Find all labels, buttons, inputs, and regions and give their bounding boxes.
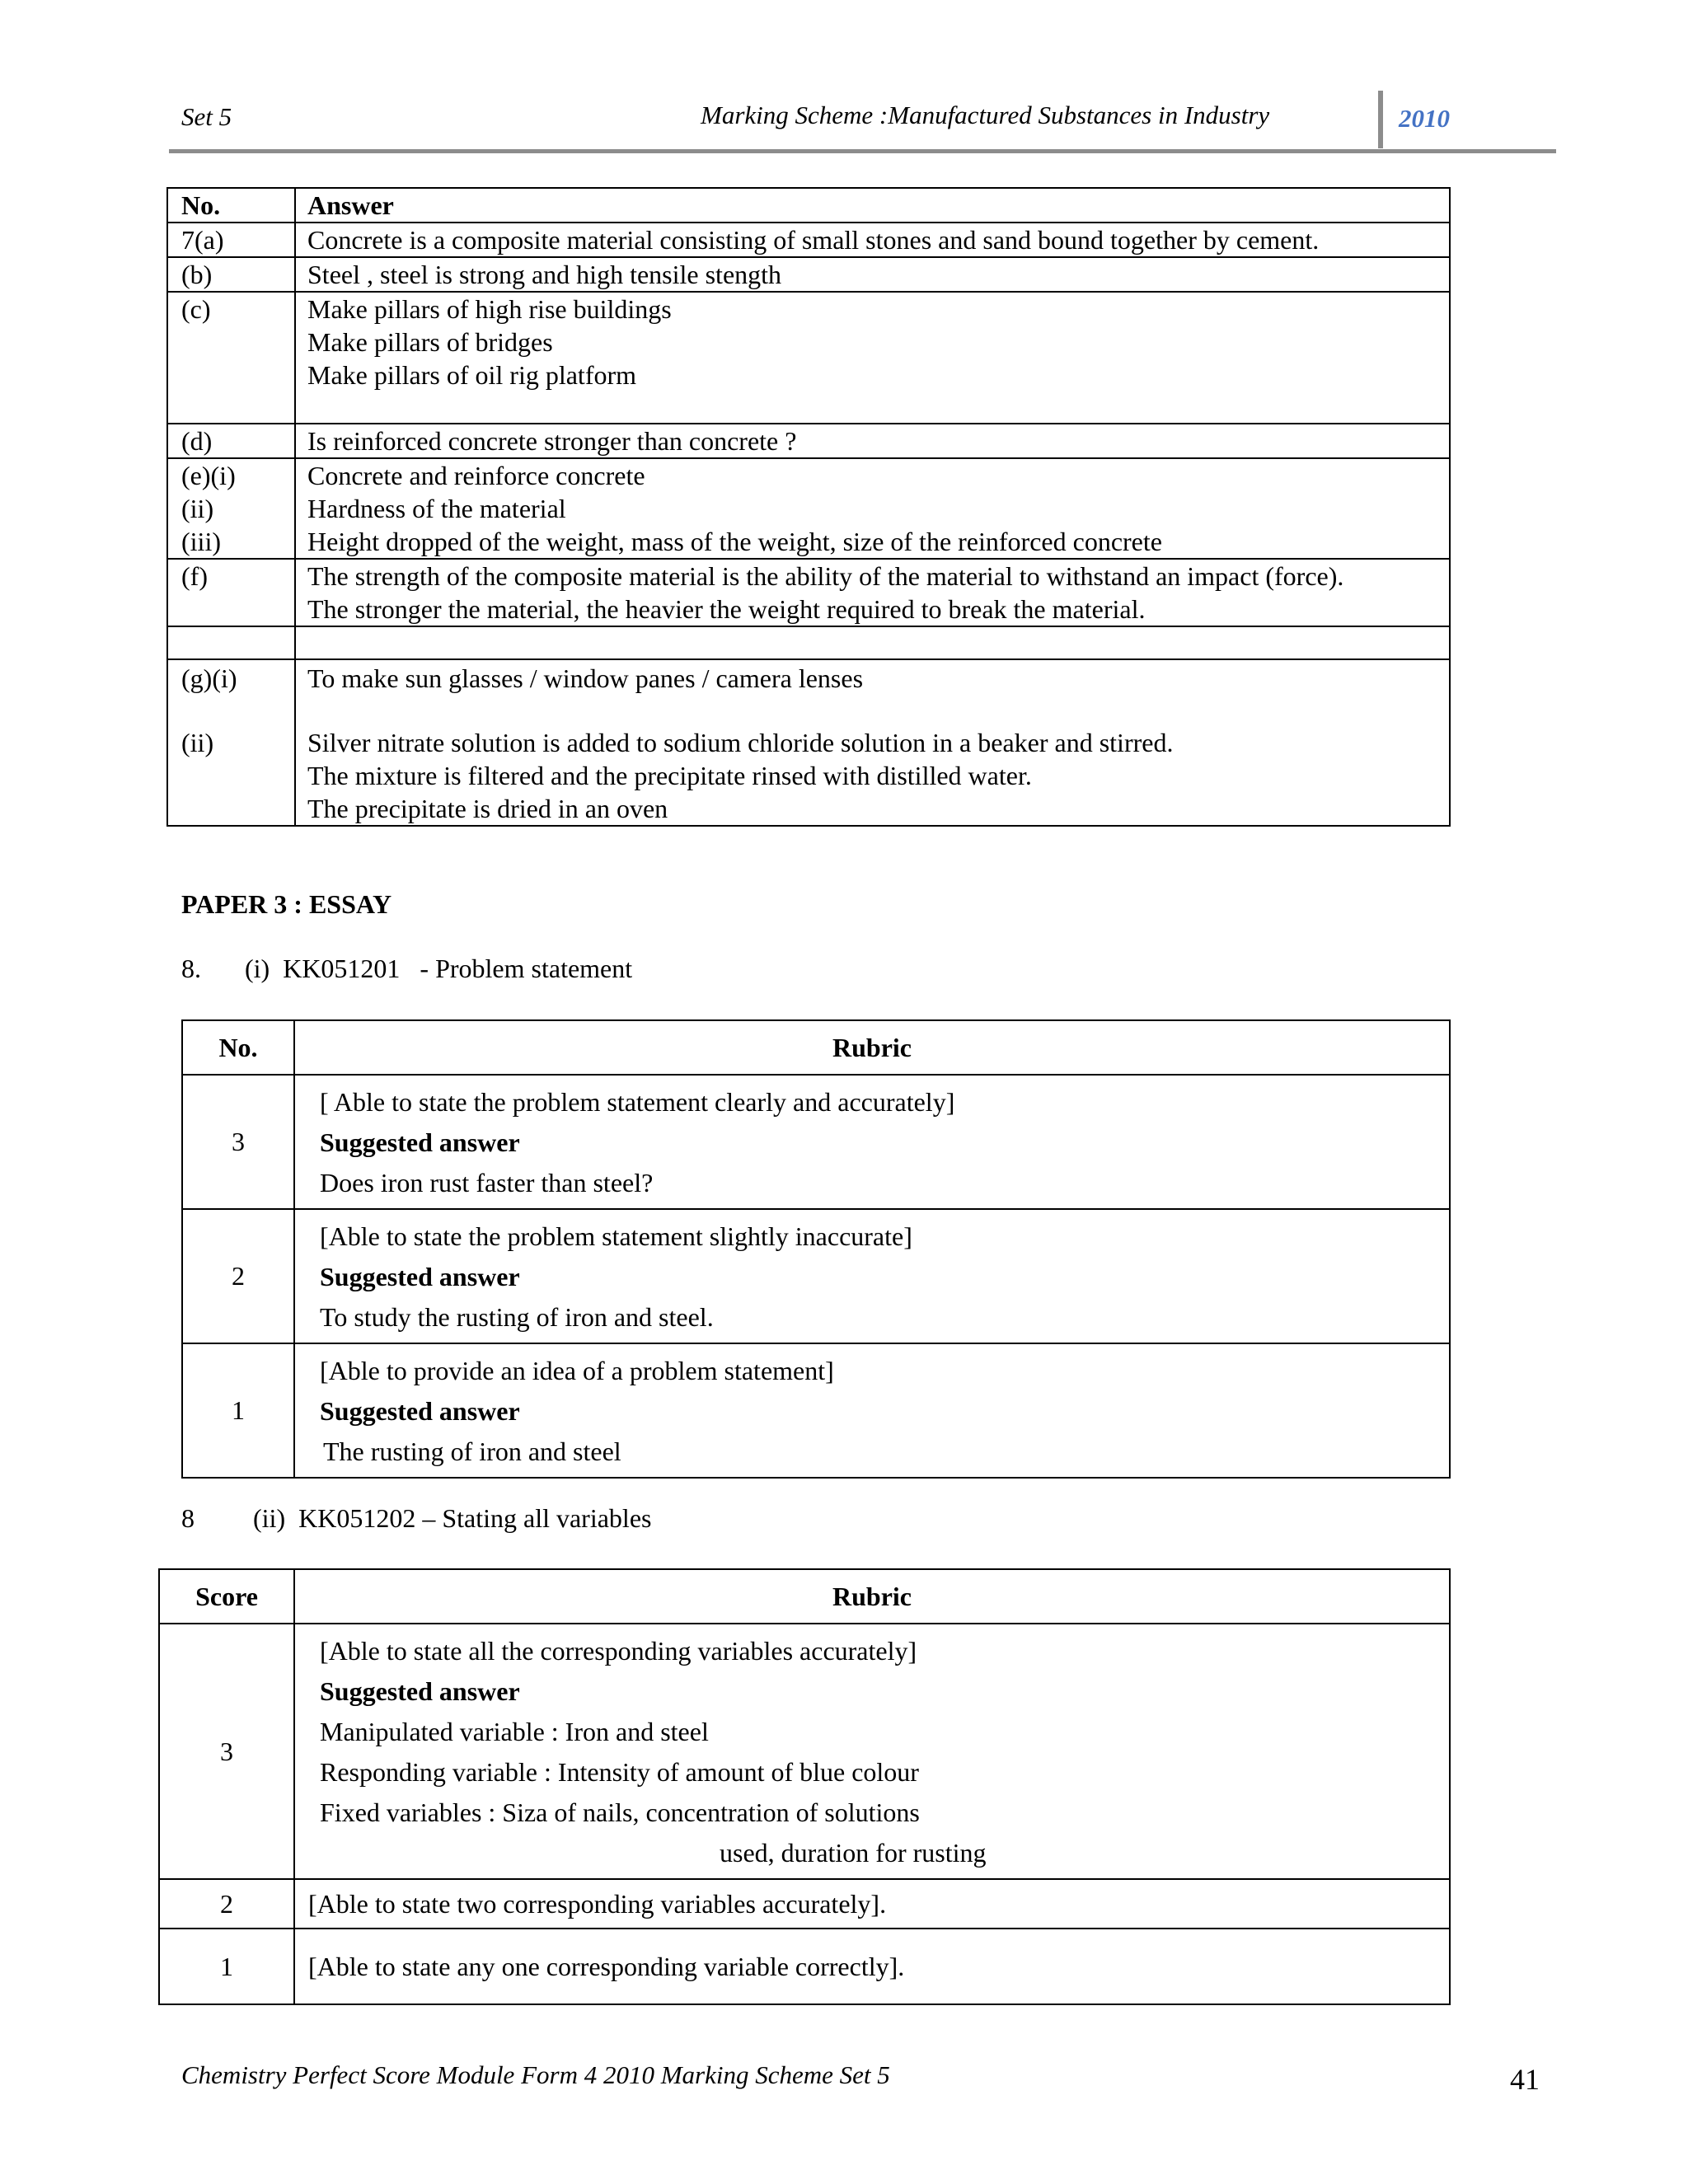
row-no [167, 458, 295, 559]
row-no-line: (ii) [181, 728, 214, 757]
score-cell: 3 [159, 1624, 294, 1879]
table-row [159, 1879, 1450, 1929]
row-answer: Steel , steel is strong and high tensile stength [295, 257, 1450, 292]
answer-line: Make pillars of oil rig platform [307, 360, 637, 390]
variable-continuation: used, duration for rusting [720, 1838, 987, 1868]
table-row [167, 659, 1450, 826]
question-number: 8. [181, 954, 201, 983]
row-answer [295, 659, 1450, 826]
row-no-line: (e)(i) [181, 461, 236, 490]
table-header-rubric: Rubric [294, 1569, 1450, 1624]
score-cell: 3 [182, 1075, 294, 1209]
table-row [167, 559, 1450, 626]
variable-responding [320, 1752, 1449, 1793]
table-row [167, 257, 1450, 292]
criterion: [Able to provide an idea of a problem statement] [320, 1356, 834, 1385]
question-label: (ii) KK051202 – Stating all variables [253, 1503, 652, 1533]
row-no: (b) [167, 257, 295, 292]
page-number: 41 [1510, 2063, 1540, 2096]
table-header-score: Score [159, 1569, 294, 1624]
footer-text: Chemistry Perfect Score Module Form 4 2010 Marking Scheme Set 5 [181, 2060, 890, 2089]
empty-cell [295, 626, 1450, 659]
question-number: 8 [181, 1503, 195, 1533]
suggested-label: Suggested answer [320, 1676, 520, 1706]
criterion: [Able to state the problem statement slightly inaccurate] [320, 1221, 912, 1251]
row-answer: Is reinforced concrete stronger than concrete ? [295, 424, 1450, 458]
rubric-cell [294, 1209, 1450, 1343]
answer-line: Height dropped of the weight, mass of the weight, size of the reinforced concrete [307, 527, 1162, 556]
row-no [167, 659, 295, 826]
row-answer [295, 458, 1450, 559]
suggested-label: Suggested answer [320, 1262, 520, 1291]
rubric-table-variables [158, 1568, 1451, 2005]
table-row [182, 1209, 1450, 1343]
variable-fixed [320, 1793, 1449, 1833]
variable-value: : Intensity of amount of blue colour [543, 1757, 919, 1787]
row-no: (d) [167, 424, 295, 458]
suggested-answer: To study the rusting of iron and steel. [320, 1302, 714, 1332]
answer-line: Silver nitrate solution is added to sodium chloride solution in a beaker and stirred. [307, 728, 1174, 757]
answer-line: The precipitate is dried in an oven [307, 794, 668, 823]
table-header-no: No. [182, 1020, 294, 1075]
table-row [159, 1929, 1450, 2004]
rubric-cell [294, 1624, 1450, 1879]
answer-line: The stronger the material, the heavier the weight required to break the material. [307, 594, 1146, 624]
score-cell: 1 [159, 1929, 294, 2004]
score-cell: 2 [159, 1879, 294, 1929]
answer-line: To make sun glasses / window panes / camera lenses [307, 663, 864, 693]
row-no-line: (iii) [181, 527, 221, 556]
answer-line: The strength of the composite material is the ability of the material to withstand an impact (force). [307, 561, 1344, 591]
rubric-table-problem [181, 1019, 1451, 1479]
rubric-cell [294, 1075, 1450, 1209]
table-header-rubric: Rubric [294, 1020, 1450, 1075]
row-no: (c) [167, 292, 295, 424]
score-cell: 2 [182, 1209, 294, 1343]
table-row [167, 292, 1450, 424]
table-row-empty [167, 626, 1450, 659]
row-no: (f) [167, 559, 295, 626]
empty-cell [167, 626, 295, 659]
answer-line: Concrete and reinforce concrete [307, 461, 645, 490]
header-divider [1378, 91, 1383, 148]
section-title: PAPER 3 : ESSAY [181, 889, 392, 919]
variable-value: : Siza of nails, concentration of solutions [488, 1797, 920, 1827]
answer-line: Hardness of the material [307, 494, 566, 523]
suggested-answer: Does iron rust faster than steel? [320, 1168, 654, 1197]
header-year: 2010 [1399, 104, 1450, 133]
answer-line: Make pillars of high rise buildings [307, 294, 672, 324]
criterion: [Able to state all the corresponding variables accurately] [320, 1636, 917, 1666]
table-row [182, 1343, 1450, 1478]
rubric-cell [294, 1343, 1450, 1478]
table-header-answer: Answer [295, 188, 1450, 223]
suggested-label: Suggested answer [320, 1396, 520, 1426]
suggested-label: Suggested answer [320, 1127, 520, 1157]
table-header-no: No. [167, 188, 295, 223]
score-cell: 1 [182, 1343, 294, 1478]
header-rule [169, 149, 1556, 153]
variable-manipulated [320, 1712, 1449, 1752]
table-row [159, 1624, 1450, 1879]
variable-name: Manipulated variable [320, 1717, 545, 1746]
row-no-line: (ii) [181, 494, 214, 523]
table-row [167, 223, 1450, 257]
row-answer [295, 292, 1450, 424]
row-no-line: (g)(i) [181, 663, 237, 693]
criterion: [ Able to state the problem statement clearly and accurately] [320, 1087, 955, 1117]
table-row [167, 458, 1450, 559]
answer-line: The mixture is filtered and the precipitate rinsed with distilled water. [307, 761, 1032, 790]
question-label: (i) KK051201 - Problem statement [245, 954, 633, 983]
row-no: 7(a) [167, 223, 295, 257]
row-answer: Concrete is a composite material consisting of small stones and sand bound together by cement. [295, 223, 1450, 257]
table-row [182, 1075, 1450, 1209]
variable-name: Fixed variables [320, 1797, 482, 1827]
header-set: Set 5 [181, 102, 232, 131]
answer-table [166, 187, 1451, 827]
variable-value: : Iron and steel [551, 1717, 709, 1746]
suggested-answer: The rusting of iron and steel [323, 1436, 621, 1466]
table-row [167, 424, 1450, 458]
variable-name: Responding variable [320, 1757, 537, 1787]
answer-line: Make pillars of bridges [307, 327, 553, 357]
rubric-cell: [Able to state two corresponding variables accurately]. [294, 1879, 1450, 1929]
row-answer [295, 559, 1450, 626]
rubric-cell: [Able to state any one corresponding variable correctly]. [294, 1929, 1450, 2004]
header-title: Marking Scheme :Manufactured Substances in Industry [701, 101, 1270, 129]
